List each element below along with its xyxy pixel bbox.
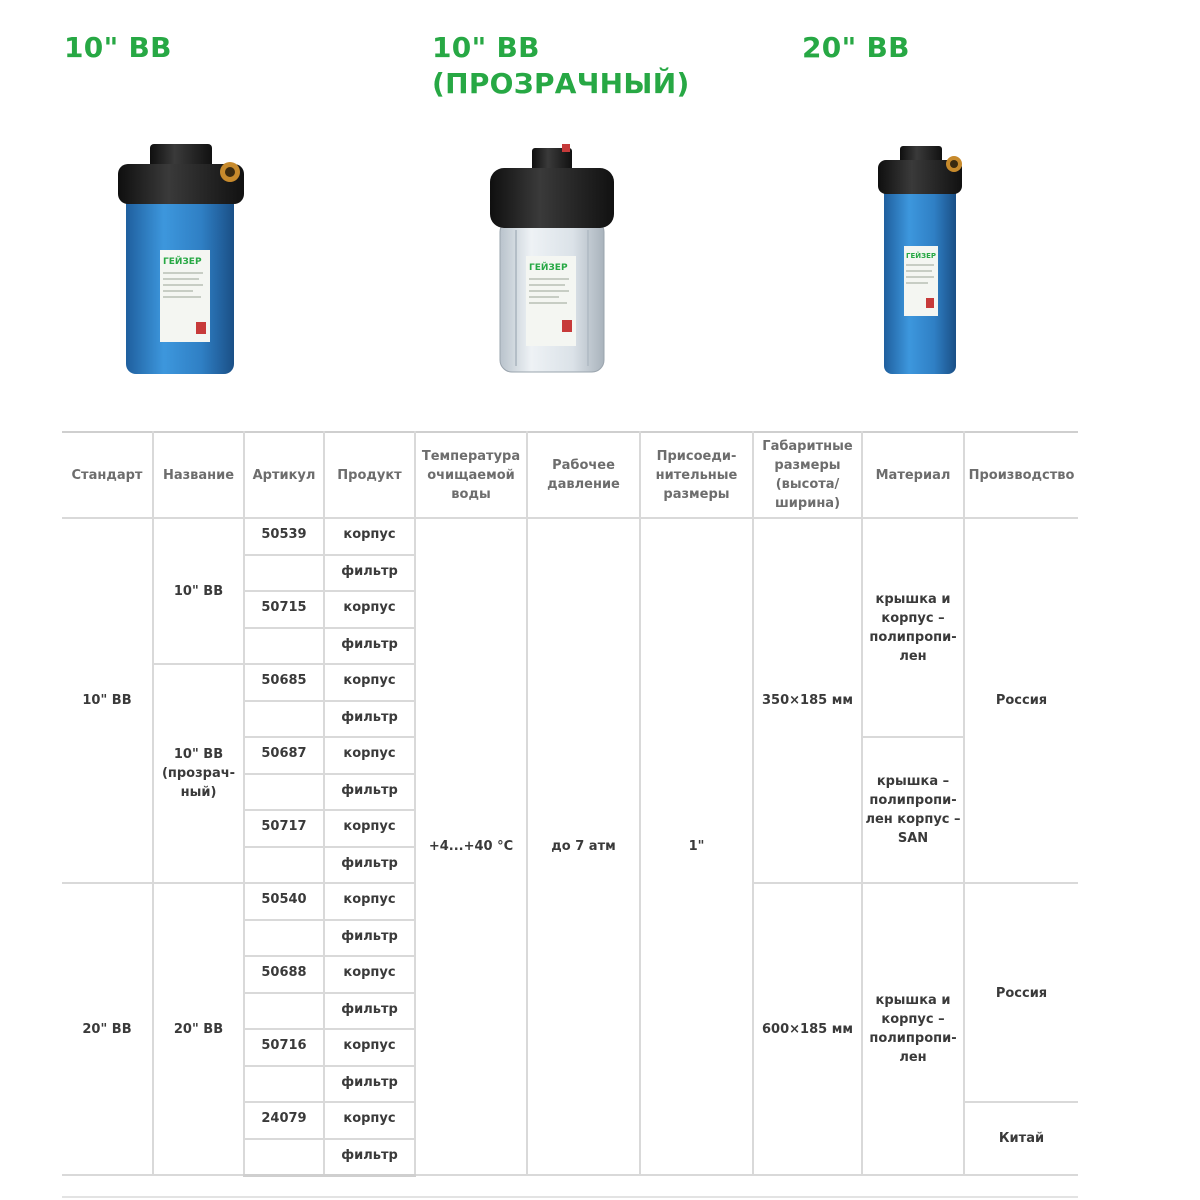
article-cell: 24079: [244, 1102, 324, 1139]
product-cell: фильтр: [324, 920, 415, 957]
product-cell: корпус: [324, 883, 415, 920]
name-20bb: 20" BB: [153, 883, 244, 1175]
product-cell: корпус: [324, 1029, 415, 1066]
product-cell: корпус: [324, 1102, 415, 1139]
name-10bb: 10" BB: [153, 518, 244, 664]
connection-cell: 1": [640, 518, 753, 1175]
col-article: Артикул: [244, 432, 324, 518]
article-cell: [244, 1139, 324, 1176]
product-cell: фильтр: [324, 847, 415, 884]
article-cell: 50716: [244, 1029, 324, 1066]
dimensions-10bb: 350×185 мм: [753, 518, 862, 883]
production-russia-10bb: Россия: [964, 518, 1078, 883]
pressure-cell: до 7 атм: [527, 518, 640, 1175]
title-10bb-clear-line1: 10" BB: [432, 31, 540, 64]
article-cell: [244, 701, 324, 738]
article-cell: [244, 628, 324, 665]
article-cell: 50688: [244, 956, 324, 993]
article-cell: 50717: [244, 810, 324, 847]
production-russia-20bb: Россия: [964, 883, 1078, 1102]
col-production: Производство: [964, 432, 1078, 518]
article-cell: [244, 1066, 324, 1103]
article-cell: 50539: [244, 518, 324, 555]
article-cell: [244, 993, 324, 1030]
production-china: Китай: [964, 1102, 1078, 1175]
product-cell: корпус: [324, 810, 415, 847]
product-cell: фильтр: [324, 701, 415, 738]
standard-10bb: 10" BB: [62, 518, 153, 883]
product-cell: фильтр: [324, 774, 415, 811]
col-temperature: Температура очищаемой воды: [415, 432, 527, 518]
filter-10bb-image: [112, 138, 252, 378]
product-cell: фильтр: [324, 993, 415, 1030]
article-cell: [244, 555, 324, 592]
col-material: Материал: [862, 432, 964, 518]
article-cell: 50685: [244, 664, 324, 701]
spec-table: [62, 431, 1078, 1177]
product-cell: корпус: [324, 956, 415, 993]
temperature-cell: +4...+40 °C: [415, 518, 527, 1175]
col-product: Продукт: [324, 432, 415, 518]
col-dimensions: Габаритные размеры (высота/ширина): [753, 432, 862, 518]
article-cell: [244, 774, 324, 811]
material-pp-10bb: крышка и корпус – полипропи-лен: [862, 518, 964, 737]
product-cell: фильтр: [324, 1066, 415, 1103]
product-cell: фильтр: [324, 555, 415, 592]
product-cell: корпус: [324, 737, 415, 774]
col-standard: Стандарт: [62, 432, 153, 518]
standard-20bb: 20" BB: [62, 883, 153, 1175]
name-10bb-clear: 10" BB (прозрач-ный): [153, 664, 244, 883]
filter-10bb-clear-image: [486, 140, 618, 378]
header-row: [62, 432, 1078, 518]
filter-20bb-image: [874, 142, 970, 378]
article-cell: [244, 847, 324, 884]
brand-label-2: ГЕЙЗЕР: [529, 263, 568, 273]
article-cell: [244, 920, 324, 957]
article-cell: 50687: [244, 737, 324, 774]
title-20bb: 20" BB: [802, 31, 910, 64]
title-10bb-clear-line2: (ПРОЗРАЧНЫЙ): [432, 67, 690, 100]
col-pressure: Рабочее давление: [527, 432, 640, 518]
product-cell: фильтр: [324, 628, 415, 665]
table-row: [62, 518, 1078, 555]
product-cell: корпус: [324, 664, 415, 701]
product-cell: корпус: [324, 591, 415, 628]
col-name: Название: [153, 432, 244, 518]
bottom-divider: [62, 1196, 1078, 1198]
col-connection: Присоеди-нительные размеры: [640, 432, 753, 518]
title-10bb-clear: [432, 30, 690, 102]
brand-label-1: ГЕЙЗЕР: [163, 257, 202, 267]
material-pp-20bb: крышка и корпус – полипропи-лен: [862, 883, 964, 1175]
product-cell: фильтр: [324, 1139, 415, 1176]
title-10bb: 10" BB: [64, 31, 172, 64]
brand-label-3: ГЕЙЗЕР: [906, 252, 936, 260]
article-cell: 50715: [244, 591, 324, 628]
product-cell: корпус: [324, 518, 415, 555]
material-san: крышка – полипропи-лен корпус – SAN: [862, 737, 964, 883]
dimensions-20bb: 600×185 мм: [753, 883, 862, 1175]
article-cell: 50540: [244, 883, 324, 920]
